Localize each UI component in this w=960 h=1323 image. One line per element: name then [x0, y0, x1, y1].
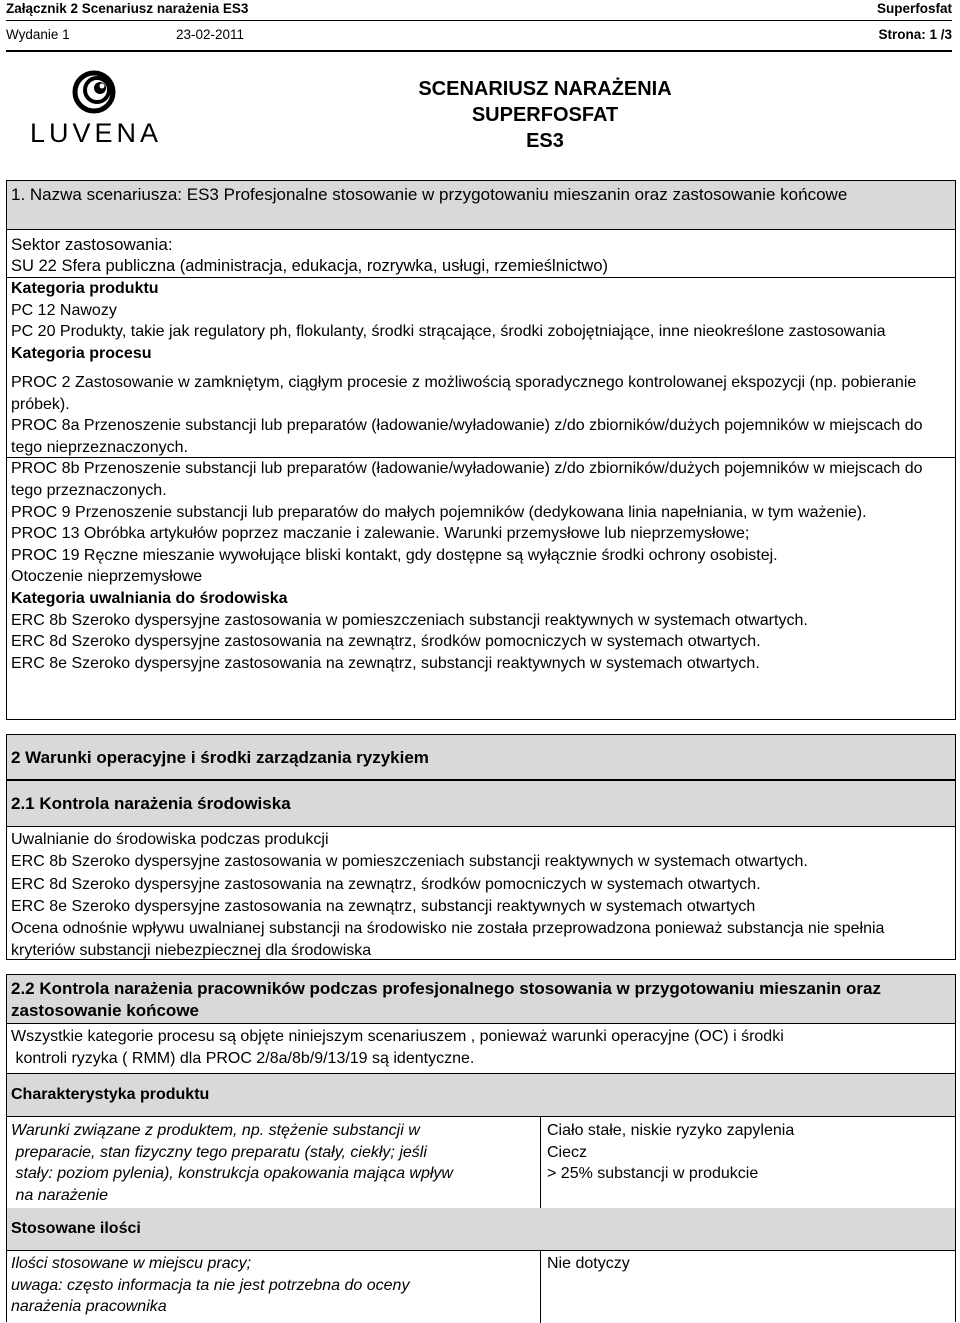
document-title: [360, 76, 730, 154]
logo-word: LUVENA: [30, 118, 163, 148]
release-item-erc8b: ERC 8b Szeroko dyspersyjne zastosowania w pomieszczeniach substancji reaktywnych w systemach otwartych.: [11, 611, 808, 629]
section-2-2-title: 2.2 Kontrola narażenia pracowników podczas profesjonalnego stosowania w przygotowaniu mieszanin oraz zastosowanie końcowe: [7, 975, 955, 1024]
section-2-1-body: [7, 829, 955, 963]
amounts-line: Ilości stosowane w miejscu pracy;: [11, 1255, 252, 1272]
release-production-label: Uwalnianie do środowiska podczas produkcji: [11, 831, 329, 848]
page-number: Strona: 1 /3: [878, 27, 952, 42]
title-line-1: SCENARIUSZ NARAŻENIA: [418, 78, 672, 100]
title-line-2: SUPERFOSFAT: [471, 104, 619, 126]
section-2-1-title: [7, 781, 955, 827]
product-item-pc20: PC 20 Produkty, takie jak regulatory ph, flokulanty, środki strącające, środki zobojętniające, inne nieokreślone zastosowania: [11, 323, 886, 341]
process-item-proc8b: PROC 8b Przenoszenie substancji lub preparatów (ładowanie/wyładowanie) z/do zbiorników/dużych pojemników w miejscach do tego przeznaczonych.: [11, 460, 923, 499]
amounts-value: Nie dotyczy: [547, 1255, 630, 1272]
page-header: [6, 0, 952, 21]
section-1-title: 1. Nazwa scenariusza: ES3 Profesjonalne stosowanie w przygotowaniu mieszanin oraz zastosowanie końcowe: [7, 181, 955, 230]
product-value-line: Ciecz: [547, 1143, 588, 1161]
product-conditions-line: Warunki związane z produktem, np. stężenie substancji w: [11, 1122, 420, 1139]
amounts-description-cell: [7, 1251, 541, 1323]
product-values-cell: [541, 1116, 955, 1208]
product-conditions-cell: [7, 1116, 541, 1208]
process-category-label: Kategoria procesu: [11, 344, 152, 362]
intro-line-1: Wszystkie kategorie procesu są objęte niniejszym scenariuszem , ponieważ warunki operacyjne (OC) i środki: [11, 1028, 784, 1045]
page-subheader: [6, 22, 952, 52]
sector-value: SU 22 Sfera publiczna (administracja, edukacja, rozrywka, usługi, rzemieślnictwo): [7, 256, 955, 279]
logo-spiral-icon: [72, 70, 116, 116]
edition: Wydanie 1: [6, 27, 70, 42]
title-line-3: ES3: [526, 130, 564, 152]
amounts-line: uwaga: często informacja ta nie jest potrzebna do oceny: [11, 1276, 410, 1294]
sector-label: Sektor zastosowania:: [11, 235, 173, 254]
header-right-title: Superfosfat: [876, 1, 952, 16]
amounts-used-row: [7, 1251, 955, 1323]
product-item-pc12: PC 12 Nawozy: [11, 301, 117, 319]
release-category-label: Kategoria uwalniania do środowiska: [11, 589, 288, 607]
product-characteristics-row: [7, 1116, 955, 1209]
section-2-2-intro: [7, 1026, 955, 1070]
product-value-line: > 25% substancji w produkcie: [547, 1165, 759, 1182]
product-conditions-line: preparacie, stan fizyczny tego preparatu (stały, ciekły; jeśli: [11, 1143, 427, 1161]
section-1: [6, 180, 956, 720]
amounts-used-label: Stosowane ilości: [7, 1208, 955, 1251]
env-erc8b: ERC 8b Szeroko dyspersyjne zastosowania w pomieszczeniach substancji reaktywnych w systemach otwartych.: [11, 853, 808, 871]
section-2-title: [6, 734, 956, 780]
process-item-environment: Otoczenie nieprzemysłowe: [11, 568, 203, 586]
amounts-line: narażenia pracownika: [11, 1298, 167, 1315]
intro-line-2: kontroli ryzyka ( RMM) dla PROC 2/8a/8b/9/13/19 są identyczne.: [11, 1050, 475, 1067]
release-item-erc8d: ERC 8d Szeroko dyspersyjne zastosowania na zewnątrz, środków pomocniczych w systemach otwartych.: [11, 633, 761, 651]
amounts-value-cell: [541, 1251, 955, 1323]
process-item-proc8a: PROC 8a Przenoszenie substancji lub preparatów (ładowanie/wyładowanie) z/do zbiorników/dużych pojemników w miejscach do tego nieprzeznaczonych.: [11, 417, 923, 456]
process-item-proc19: PROC 19 Ręczne mieszanie wywołujące bliski kontakt, gdy dostępne są wyłącznie środki ochrony osobistej.: [11, 546, 778, 564]
section-2-1-title-text: 2.1 Kontrola narażenia środowiska: [11, 794, 291, 813]
product-value-line: Ciało stałe, niskie ryzyko zapylenia: [547, 1122, 795, 1139]
product-conditions-line: stały: poziom pylenia), konstrukcja opakowania mająca wpływ: [11, 1165, 453, 1182]
section-1-lower: [7, 374, 955, 716]
date: 23-02-2011: [176, 27, 245, 42]
process-item-proc2: PROC 2 Zastosowanie w zamkniętym, ciągłym procesie z możliwością sporadycznego kontrolowanej ekspozycji (np. pobieranie próbek).: [11, 374, 917, 413]
product-conditions-line: na narażenie: [11, 1186, 108, 1204]
env-erc8e: ERC 8e Szeroko dyspersyjne zastosowania na zewnątrz, substancji reaktywnych w systemach otwartych: [11, 897, 756, 915]
env-erc8d: ERC 8d Szeroko dyspersyjne zastosowania na zewnątrz, środków pomocniczych w systemach otwartych.: [11, 875, 761, 893]
product-category-label: Kategoria produktu: [11, 280, 159, 298]
env-assessment-note: Ocena odnośnie wpływu uwalnianej substancji na środowisko nie została przeprowadzona ponieważ substancja nie spełnia kryteriów substancji niebezpiecznej dla środowiska: [11, 920, 885, 960]
section-2-title-text: 2 Warunki operacyjne i środki zarządzania ryzykiem: [11, 748, 429, 767]
section-2-1: [6, 780, 956, 960]
release-item-erc8e: ERC 8e Szeroko dyspersyjne zastosowania na zewnątrz, substancji reaktywnych w systemach otwartych.: [11, 654, 760, 672]
luvena-logo: [30, 70, 163, 150]
header-left-title: Załącznik 2 Scenariusz narażenia ES3: [6, 1, 249, 16]
process-item-proc13: PROC 13 Obróbka artykułów poprzez maczanie i zalewanie. Warunki przemysłowe lub nieprzemysłowe;: [11, 525, 750, 543]
process-item-proc9: PROC 9 Przenoszenie substancji lub preparatów do małych pojemników (dedykowana linia napełniania, w tym ważenie).: [11, 503, 867, 521]
product-characteristics-label: Charakterystyka produktu: [7, 1073, 955, 1117]
section-2-2: [6, 974, 956, 1322]
